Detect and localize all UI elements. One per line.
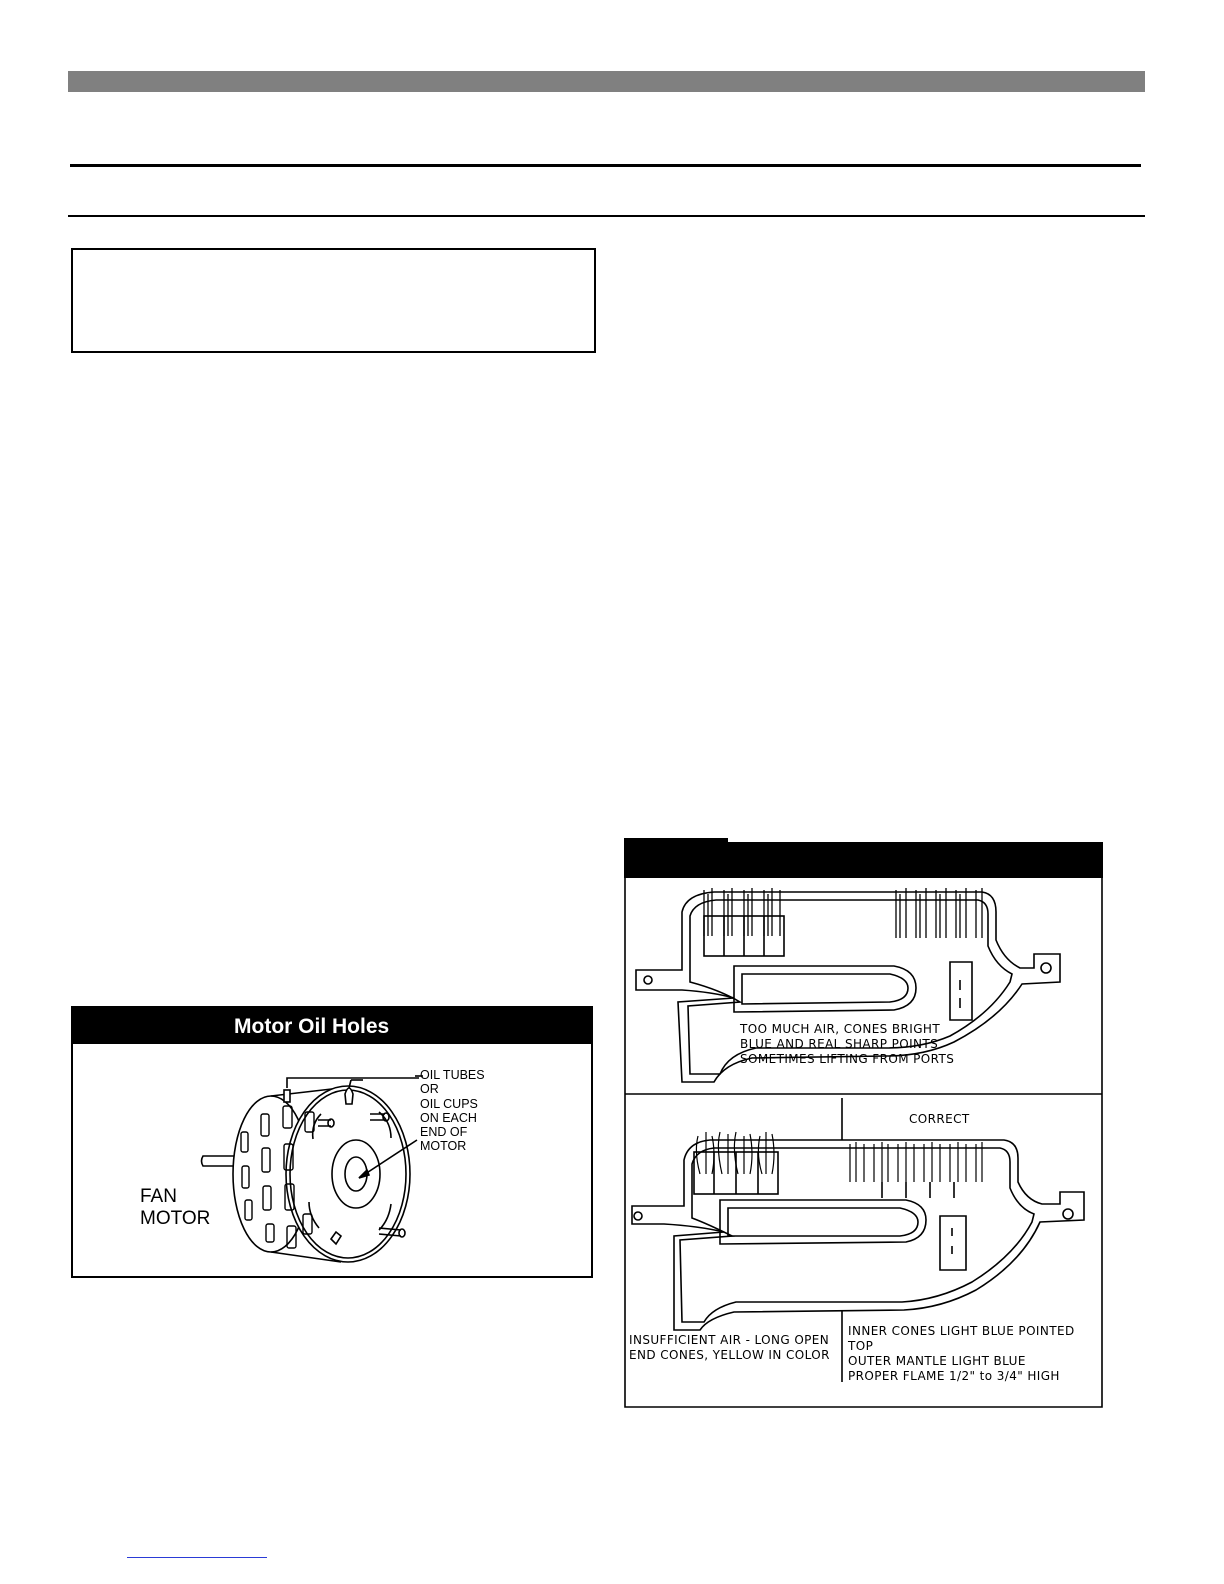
footer-link-underline[interactable] <box>127 1557 267 1558</box>
caption-line: TOO MUCH AIR, CONES BRIGHT <box>740 1022 941 1036</box>
callout-line: OR <box>420 1082 439 1097</box>
motor-oil-holes-figure <box>71 1006 593 1278</box>
caption-line: SOMETIMES LIFTING FROM PORTS <box>740 1052 955 1066</box>
callout-line: END OF <box>420 1125 468 1140</box>
correct-label: CORRECT <box>909 1112 970 1126</box>
notice-box <box>71 248 596 353</box>
callout-line: OIL TUBES <box>420 1068 485 1082</box>
caption-line: INSUFFICIENT AIR - LONG OPEN <box>629 1333 830 1347</box>
fan-motor-illustration <box>73 1044 591 1276</box>
callout-line: ON EACH <box>420 1110 477 1125</box>
fan-motor-label-line: MOTOR <box>140 1208 211 1229</box>
title-rule-top <box>70 164 1141 167</box>
callout-line: OIL CUPS <box>420 1096 478 1111</box>
header-bar <box>68 71 1145 92</box>
caption-line: INNER CONES LIGHT BLUE POINTED TOP <box>848 1324 1075 1353</box>
fan-motor-label <box>140 1186 210 1230</box>
too-much-air-caption <box>740 1022 954 1067</box>
insufficient-air-caption <box>629 1333 830 1363</box>
callout-line: MOTOR <box>420 1139 467 1154</box>
caption-line: BLUE AND REAL SHARP POINTS <box>740 1037 939 1051</box>
burner-flame-figure <box>624 842 1103 1408</box>
correct-flame-caption <box>848 1324 1103 1384</box>
caption-line: PROPER FLAME 1/2" to 3/4" HIGH <box>848 1369 1060 1383</box>
caption-line: END CONES, YELLOW IN COLOR <box>629 1348 830 1362</box>
motor-figure-header <box>73 1008 591 1044</box>
title-rule-bottom <box>68 215 1145 217</box>
fan-motor-label-line: FAN <box>140 1186 177 1207</box>
motor-figure-title: Motor Oil Holes <box>234 1015 390 1038</box>
oil-tubes-callout <box>420 1068 485 1154</box>
caption-line: OUTER MANTLE LIGHT BLUE <box>848 1354 1026 1368</box>
